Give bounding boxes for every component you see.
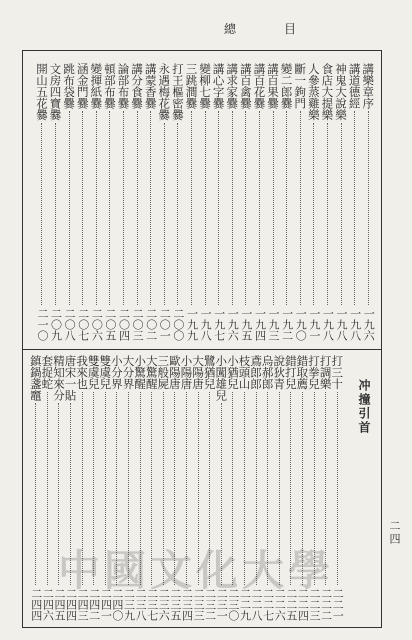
leader-dots bbox=[96, 111, 97, 305]
entry-page-number: 一九八 bbox=[321, 308, 335, 341]
entry-page-number: 一九八 bbox=[199, 308, 213, 341]
catalog-entry bbox=[280, 63, 294, 341]
catalog-entry bbox=[348, 63, 362, 341]
entry-title: 講百禽爨 bbox=[238, 63, 253, 109]
entry-title: 錯取薦 bbox=[295, 355, 310, 390]
catalog-entry bbox=[293, 63, 307, 341]
entry-title: 講道德經 bbox=[347, 63, 362, 109]
leader-dots bbox=[137, 111, 138, 305]
leader-dots bbox=[55, 123, 56, 306]
entry-page-number: 二二二 bbox=[319, 588, 333, 621]
entry-title: 講求家爨 bbox=[225, 63, 240, 109]
entry-page-number: 一九二 bbox=[280, 308, 294, 341]
entry-title: 枝頭山 bbox=[237, 355, 252, 390]
entry-title: 大陽唐 bbox=[191, 355, 206, 390]
leader-dots bbox=[218, 111, 219, 305]
catalog-entry bbox=[30, 355, 42, 621]
entry-title: 講蒙香爨 bbox=[143, 63, 158, 109]
entry-page-number: 一九一 bbox=[307, 308, 321, 341]
entry-page-number: 二三三 bbox=[192, 588, 206, 621]
catalog-entry bbox=[307, 63, 321, 341]
entry-page-number: 一九六 bbox=[362, 308, 376, 341]
entry-title: 小猶兒 bbox=[225, 355, 240, 390]
entry-page-number: 一九五 bbox=[239, 308, 253, 341]
entry-page-number: 二〇四 bbox=[117, 308, 131, 341]
header-char-right: 目 bbox=[284, 22, 297, 36]
leader-dots bbox=[41, 123, 42, 306]
entry-title: 開山五花爨 bbox=[34, 63, 49, 121]
entry-title: 精知來分 bbox=[51, 355, 66, 401]
leader-dots bbox=[300, 111, 301, 305]
entry-title: 打調樂 bbox=[318, 355, 333, 390]
entry-title: 講分食爨 bbox=[130, 63, 145, 109]
entry-page-number: 二〇五 bbox=[103, 308, 117, 341]
catalog-entry bbox=[361, 63, 375, 341]
catalog-entry bbox=[198, 63, 212, 341]
leader-dots bbox=[35, 403, 36, 585]
catalog-entry bbox=[35, 63, 49, 341]
entry-title: 打拳兒 bbox=[307, 355, 322, 390]
page-number: 二四 bbox=[388, 520, 401, 546]
catalog-entry bbox=[144, 63, 158, 341]
right-margin-runner bbox=[382, 50, 408, 628]
entry-page-number: 二四六 bbox=[41, 588, 55, 621]
catalog-entry bbox=[266, 63, 280, 341]
entry-title: 變柳七爨 bbox=[198, 63, 213, 109]
catalog-entry bbox=[225, 63, 239, 341]
entry-title: 講百果爨 bbox=[266, 63, 281, 109]
entry-title: 變二郎爨 bbox=[279, 63, 294, 109]
leader-dots bbox=[232, 111, 233, 305]
entry-page-number: 二四五 bbox=[52, 588, 66, 621]
entry-page-number: 二二五 bbox=[284, 588, 298, 621]
leader-dots bbox=[164, 123, 165, 306]
entry-title: 講百花爨 bbox=[252, 63, 267, 109]
leader-dots bbox=[327, 123, 328, 306]
leader-dots bbox=[245, 111, 246, 305]
entry-title: 小驚醒 bbox=[133, 355, 148, 390]
entry-page-number: 二二七 bbox=[261, 588, 275, 621]
entry-title: 跳布袋爨 bbox=[62, 63, 77, 109]
entry-page-number: 一九四 bbox=[253, 308, 267, 341]
entry-title: 唐宋一貼 bbox=[63, 355, 78, 401]
entry-page-number: 一九三 bbox=[267, 308, 281, 341]
entry-page-number: 二三二 bbox=[203, 588, 217, 621]
section-divider bbox=[23, 349, 381, 350]
catalog-entry bbox=[253, 63, 267, 341]
entry-title: 小闖雄兒 bbox=[214, 355, 229, 401]
entry-page-number: 二二三 bbox=[308, 588, 322, 621]
catalog-entry bbox=[158, 63, 172, 341]
entry-page-number: 二三六 bbox=[157, 588, 171, 621]
entry-title: 大分界 bbox=[121, 355, 136, 390]
entry-title: 變揮紙爨 bbox=[89, 63, 104, 109]
entry-page-number: 二〇六 bbox=[90, 308, 104, 341]
entry-page-number: 二三七 bbox=[145, 588, 159, 621]
leader-dots bbox=[313, 123, 314, 306]
entry-title: 雙虞兒 bbox=[86, 355, 101, 390]
entry-page-number: 二四三 bbox=[76, 588, 90, 621]
catalog-entry bbox=[212, 63, 226, 341]
entry-page-number: 二四四 bbox=[64, 588, 78, 621]
entry-title: 小分界 bbox=[109, 355, 124, 390]
entry-page-number: 二四〇 bbox=[110, 588, 124, 621]
leader-dots bbox=[191, 111, 192, 305]
entry-page-number: 二二八 bbox=[250, 588, 264, 621]
catalog-entry bbox=[117, 63, 131, 341]
entry-title: 食店大提樂 bbox=[320, 63, 335, 121]
entry-page-number: 二〇三 bbox=[131, 308, 145, 341]
catalog-entry bbox=[334, 63, 348, 341]
entry-page-number: 二二一 bbox=[331, 588, 345, 621]
leader-dots bbox=[109, 111, 110, 305]
catalog-entry bbox=[62, 63, 76, 341]
entry-page-number: 二〇〇 bbox=[171, 308, 185, 341]
catalog-entry bbox=[76, 63, 90, 341]
entry-page-number: 二四四 bbox=[29, 588, 43, 621]
entry-page-number: 二二九 bbox=[238, 588, 252, 621]
entry-title: 歐陽唐 bbox=[167, 355, 182, 390]
entry-title: 講心字爨 bbox=[211, 63, 226, 109]
catalog-entry bbox=[103, 63, 117, 341]
entry-title: 頓部布爨 bbox=[102, 63, 117, 109]
entry-page-number: 一九七 bbox=[212, 308, 226, 341]
entry-title: 論部布爨 bbox=[116, 63, 131, 109]
entry-page-number: 二三八 bbox=[134, 588, 148, 621]
entry-title: 文房四寶爨 bbox=[48, 63, 63, 121]
header-char-left: 總 bbox=[224, 22, 237, 36]
leader-dots bbox=[82, 111, 83, 305]
entry-page-number: 二一〇 bbox=[35, 308, 49, 341]
leader-dots bbox=[205, 111, 206, 305]
leader-dots bbox=[368, 111, 369, 305]
leader-dots bbox=[286, 111, 287, 305]
entry-title: 雙虞兒 bbox=[98, 355, 113, 390]
entry-title: 烏郝郎 bbox=[260, 355, 275, 390]
entry-title: 三跳澗爨 bbox=[184, 63, 199, 109]
entry-title: 套捉蛇 bbox=[40, 355, 55, 390]
entry-page-number: 二三九 bbox=[122, 588, 136, 621]
entry-page-number: 二〇二 bbox=[144, 308, 158, 341]
entry-title: 鳶郎郎 bbox=[249, 355, 264, 390]
leader-dots bbox=[273, 111, 274, 305]
university-watermark: 中國文化大學 bbox=[58, 546, 335, 595]
entry-title: 說狄青 bbox=[272, 355, 287, 390]
entry-page-number: 一九九 bbox=[185, 308, 199, 341]
entry-title: 打王樞密爨 bbox=[170, 63, 185, 121]
entry-title: 涵金門爨 bbox=[75, 63, 90, 109]
catalog-entry bbox=[90, 63, 104, 341]
catalog-entry bbox=[239, 63, 253, 341]
entry-title: 大驚醒 bbox=[144, 355, 159, 390]
entry-page-number: 二三〇 bbox=[226, 588, 240, 621]
entry-title: 人參蒸雞樂 bbox=[306, 63, 321, 121]
entry-title: 小陽唐 bbox=[179, 355, 194, 390]
catalog-entry bbox=[321, 63, 335, 341]
entry-page-number: 二〇一 bbox=[158, 308, 172, 341]
entry-title: 我來也 bbox=[75, 355, 90, 390]
catalog-entry bbox=[185, 63, 199, 341]
catalog-entry bbox=[49, 63, 63, 341]
entry-title: 神鬼大說樂 bbox=[334, 63, 349, 121]
entry-title: 鷺猶兒 bbox=[202, 355, 217, 390]
catalog-entry bbox=[130, 63, 144, 341]
entry-title: 打三十 bbox=[330, 355, 345, 390]
entry-page-number: 一九八 bbox=[335, 308, 349, 341]
entry-page-number: 二〇七 bbox=[76, 308, 90, 341]
entry-page-number: 二四二 bbox=[87, 588, 101, 621]
leader-dots bbox=[259, 111, 260, 305]
entry-page-number: 二三五 bbox=[168, 588, 182, 621]
entry-page-number: 二三四 bbox=[180, 588, 194, 621]
entry-title: 永遇梅花爨 bbox=[157, 63, 172, 121]
leader-dots bbox=[47, 392, 48, 586]
leader-dots bbox=[341, 123, 342, 306]
entry-page-number: 一九八 bbox=[348, 308, 362, 341]
section-label: 冲撞引首 bbox=[357, 379, 371, 435]
entry-page-number: 二三一 bbox=[215, 588, 229, 621]
leader-dots bbox=[123, 111, 124, 305]
entry-page-number: 二二六 bbox=[273, 588, 287, 621]
entry-page-number: 二〇八 bbox=[63, 308, 77, 341]
leader-dots bbox=[354, 111, 355, 305]
entry-page-number: 二〇九 bbox=[49, 308, 63, 341]
catalog-entry bbox=[171, 63, 185, 341]
entry-title: 錯打兒 bbox=[283, 355, 298, 390]
top-entry-list bbox=[35, 63, 375, 341]
entry-title: 鎮鍋盞竈 bbox=[28, 355, 43, 401]
leader-dots bbox=[150, 111, 151, 305]
entry-page-number: 一九六 bbox=[226, 308, 240, 341]
leader-dots bbox=[177, 123, 178, 306]
entry-title: 講樂章序 bbox=[361, 63, 376, 109]
entry-title: 三般屍 bbox=[156, 355, 171, 390]
entry-page-number: 一九〇 bbox=[294, 308, 308, 341]
leader-dots bbox=[337, 392, 338, 586]
leader-dots bbox=[69, 111, 70, 305]
entry-title: 斷一鉤門 bbox=[293, 63, 308, 109]
entry-page-number: 二四一 bbox=[99, 588, 113, 621]
entry-page-number: 二二四 bbox=[296, 588, 310, 621]
